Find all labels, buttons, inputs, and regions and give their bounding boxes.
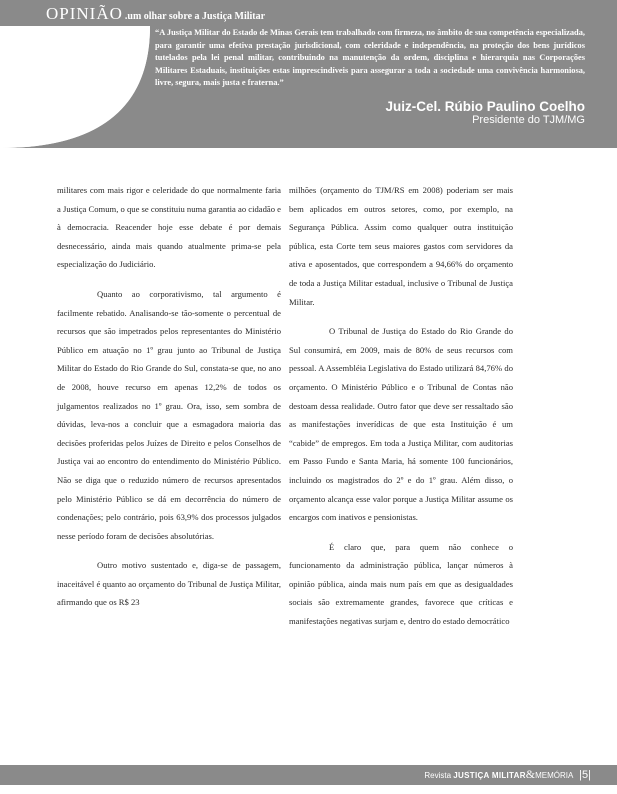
footer-suffix: MEMÓRIA bbox=[535, 771, 573, 780]
footer-magazine: JUSTIÇA MILITAR bbox=[453, 771, 526, 780]
subtitle-dot: . bbox=[124, 11, 128, 22]
author-name: Juiz-Cel. Rúbio Paulino Coelho bbox=[385, 99, 585, 114]
paragraph: Outro motivo sustentado e, diga-se de passagem, inaceitável é quanto ao orçamento do Tribunal de Justiça Militar, afirmando que os R$ 23 bbox=[57, 560, 281, 608]
paragraph: Quanto ao corporativismo, tal argumento é facilmente rebatido. Analisando-se tão-somente o percentual de recursos que são impetrados pelos representantes do Ministério Público em atuação no 1º grau junto ao Tribunal de Justiça Militar do Estado do Rio Grande do Sul, constata-se que, no ano de 2008, houve recurso em apenas 12,2% de todos os julgamentos realizados no 1º grau. Ora, isso, sem sombra de dúvidas, leva-nos a concluir que a esmagadora maioria das decisões proferidas pelos Juízes de Direito e pelos Conselhos de Justiça vai ao encontro do entendimento do Ministério Público. Não se diga que o reduzido número de recursos apresentados pelo Ministério Público se dá em decorrência do número de condenações; pelo contrário, pois 63,9% dos processos julgados nesse período foram de decisões absolutórias. bbox=[57, 288, 281, 541]
paragraph: É claro que, para quem não conhece o funcionamento da administração pública, lançar números à opinião pública, ainda mais num país em que as desigualdades sociais são extremamente grandes, favorece que críticas e manifestações negativas surjam e, dentro do estado democrático bbox=[289, 541, 513, 627]
article-column-left bbox=[57, 181, 281, 612]
footer-text bbox=[424, 767, 591, 783]
article-column-right bbox=[289, 181, 513, 631]
paragraph: militares com mais rigor e celeridade do que normalmente faria a Justiça Comum, o que se constituiu numa garantia ao cidadão e à democracia. Reacender hoje esse debate é por demais desnecessário, ainda mais quando atualmente prima-se pela especialização do Judiciário. bbox=[57, 185, 281, 270]
section-subtitle bbox=[125, 11, 265, 22]
page-number: |5| bbox=[579, 769, 591, 781]
section-title-main: OPINIÃO bbox=[46, 4, 123, 23]
footer-amp: & bbox=[525, 767, 536, 781]
paragraph: O Tribunal de Justiça do Estado do Rio Grande do Sul consumirá, em 2009, mais de 80% de seus recursos com pessoal. A Assembléia Legislativa do Estado utilizará 84,76% do orçamento. O Ministério Público e o Tribunal de Contas não destoam dessa realidade. Outro fator que deve ser ressaltado são as manifestações inverídicas de que esta Instituição é um “cabide” de empregos. Em toda a Justiça Militar, com auditorias em Passo Fundo e Santa Maria, há somente 100 funcionários, incluindo os magistrados do 2º e do 1º grau. Além disso, o orçamento alcança esse valor porque a Justiça Militar assume os encargos com inativos e pensionistas. bbox=[289, 326, 513, 523]
footer-prefix: Revista bbox=[424, 771, 452, 780]
quote-author bbox=[385, 99, 585, 127]
section-subtitle-text: um olhar sobre a Justiça Militar bbox=[127, 11, 266, 22]
author-role: Presidente do TJM/MG bbox=[472, 114, 585, 126]
section-title bbox=[46, 4, 265, 24]
pull-quote: “A Justiça Militar do Estado de Minas Gerais tem trabalhado com firmeza, no âmbito de sua competência especializada, para garantir uma efetiva prestação jurisdicional, com celeridade e independência, na proteção dos bens jurídicos tutelados pela lei penal militar, contribuindo na manutenção da ordem, disciplina e hierarquia nas Corporações Militares Estaduais, instituições estas imprescindíveis para assegurar a toda a sociedade uma convivência harmoniosa, livre, segura, mais justa e fraterna.” bbox=[155, 28, 585, 88]
paragraph: milhões (orçamento do TJM/RS em 2008) poderiam ser mais bem aplicados em outros setores, como, por exemplo, na Segurança Pública. Assim como qualquer outra instituição pública, esta Corte tem seus maiores gastos com servidores da ativa e aposentados, que correspondem a 94,66% do orçamento de toda a Justiça Militar estadual, inclusive o Tribunal de Justiça Militar. bbox=[289, 185, 513, 307]
